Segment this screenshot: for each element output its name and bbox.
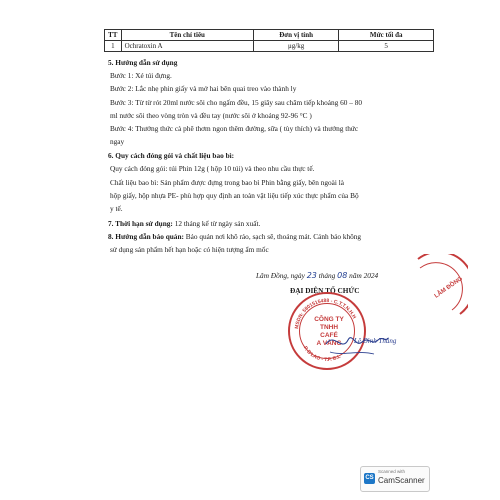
section6-material-line2: hộp giấy, hộp nhựa PE- phù hợp quy định an toàn vật liệu tiếp xúc thực phẩm của Bộ — [110, 191, 359, 200]
section8 — [108, 232, 361, 242]
signer-name: Lê Đình Thắng — [354, 337, 397, 345]
section7 — [108, 219, 260, 229]
section8-title: 8. Hướng dẫn bảo quản: — [108, 232, 184, 241]
section5-step4-line1: Bước 4: Thưởng thức cà phê thơm ngon thêm đường, sữa ( tùy thích) và thưởng thức — [110, 124, 359, 133]
camscanner-logo-icon: CS — [364, 473, 375, 484]
date-day: 23 — [306, 271, 317, 280]
section5-step3-line2: ml nước sôi theo vòng tròn và đều tay (nước sôi ở khoảng 92-96 °C ) — [110, 111, 312, 120]
stamp-line4: A VÀNG — [316, 340, 342, 347]
signature-title: ĐẠI DIỆN TỔ CHỨC — [290, 286, 360, 295]
date-prefix: Lâm Đồng, ngày — [256, 271, 305, 280]
table-header-row — [105, 30, 434, 41]
table-row — [105, 41, 434, 52]
section5-step2: Bước 2: Lắc nhẹ phin giấy và mở hai bên quai treo vào thành ly — [110, 84, 297, 93]
header-unit: Đơn vị tính — [253, 30, 338, 41]
header-tt: TT — [105, 30, 122, 41]
stamp-ring-top: MSDN: 5801515488 - C.T.T.N.H.H — [294, 297, 357, 330]
cell-tt: 1 — [105, 41, 122, 52]
stamp-line1: CÔNG TY — [314, 316, 344, 323]
camscanner-badge — [360, 466, 430, 492]
section7-text: 12 tháng kể từ ngày sản xuất. — [174, 219, 261, 228]
cell-max: 5 — [339, 41, 434, 52]
section6-material-line1: Chất liệu bao bì: Sản phẩm được đựng trong bao bì Phin bằng giấy, bên ngoài là — [110, 178, 345, 187]
partial-stamp-text: LÂM ĐỒNG — [433, 275, 464, 300]
scanner-top-label: Scanned with — [378, 469, 406, 474]
section6-material-line3: y tế. — [110, 204, 123, 213]
limits-table — [104, 29, 434, 52]
handwritten-signature — [322, 322, 392, 372]
section8-text-line1: Bảo quản nơi khô ráo, sạch sẽ, thoáng mát. Cảnh báo không — [185, 232, 362, 241]
date-month-label: tháng — [318, 271, 336, 280]
section5-step4-line2: ngay — [110, 137, 125, 146]
cell-name: Ochratoxin A — [121, 41, 253, 52]
stamp-ring-bottom: P. B'LAO - T.P. B.L — [301, 345, 342, 364]
section7-title: 7. Thời hạn sử dụng: — [108, 219, 173, 228]
section5-title: 5. Hướng dẫn sử dụng — [108, 58, 178, 67]
section5-step1: Bước 1: Xé túi đựng. — [110, 71, 172, 80]
stamp-line3: CAFÉ — [320, 332, 338, 339]
cell-unit: μg/kg — [253, 41, 338, 52]
date-year: năm 2024 — [349, 271, 379, 280]
section6-packing: Quy cách đóng gói: túi Phin 12g ( hộp 10 túi) và theo nhu cầu thực tế. — [110, 164, 315, 173]
header-name: Tên chỉ tiêu — [121, 30, 253, 41]
section8-text-line2: sử dụng sản phẩm hết hạn hoặc có hiện tượng ẩm mốc — [110, 245, 269, 254]
partial-stamp — [398, 254, 468, 334]
date-month: 08 — [337, 271, 348, 280]
section5-step3-line1: Bước 3: Từ từ rót 20ml nước sôi cho ngấm đều, 15 giây sau châm tiếp khoảng 60 – 80 — [110, 98, 362, 107]
stamp-line2: TNHH — [319, 324, 339, 331]
section6-title: 6. Quy cách đóng gói và chất liệu bao bì: — [108, 151, 235, 160]
signature-date — [256, 271, 378, 281]
scanner-name: CamScanner — [378, 476, 425, 485]
header-max: Mức tối đa — [339, 30, 434, 41]
